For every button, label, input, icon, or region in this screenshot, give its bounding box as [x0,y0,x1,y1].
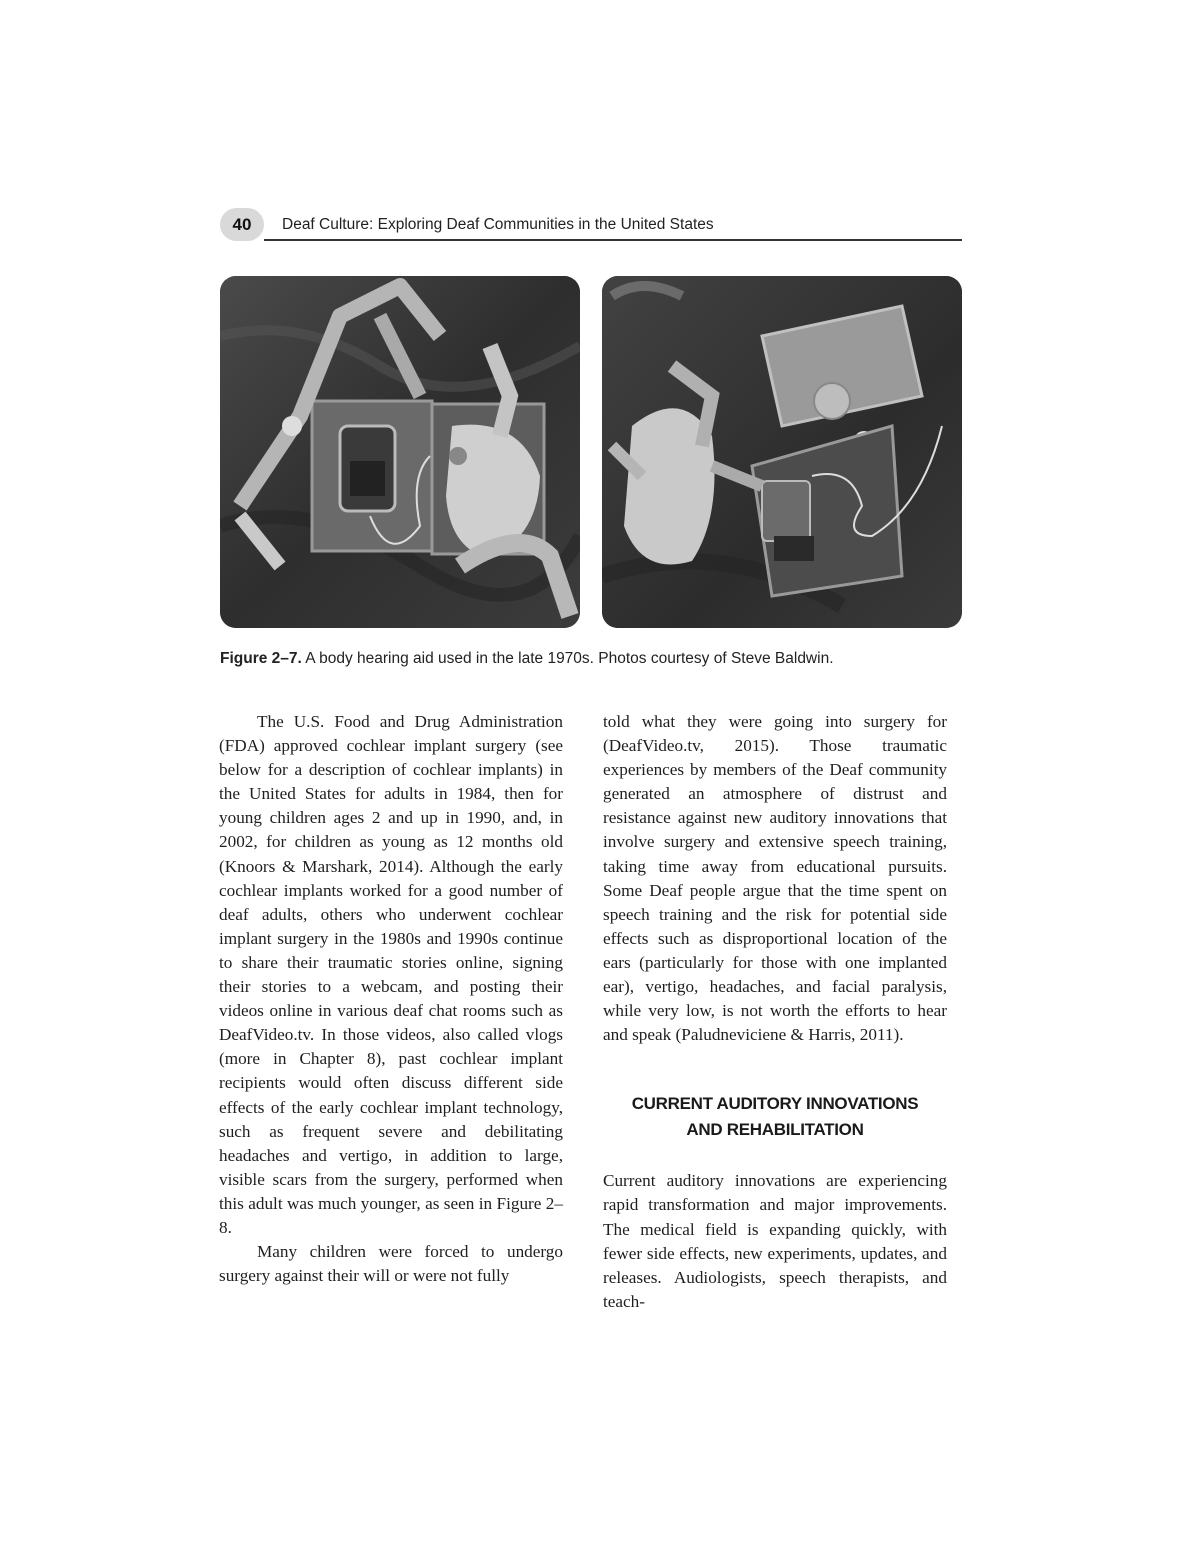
figure-caption-text: A body hearing aid used in the late 1970s. Photos courtesy of Steve Baldwin. [305,650,834,667]
running-head: Deaf Culture: Exploring Deaf Communities in the United States [282,216,714,233]
left-column [219,710,563,1288]
figure-photo-left [220,276,580,628]
section-heading-line: AND REHABILITATION [686,1120,864,1140]
section-heading-line: CURRENT AUDITORY INNOVATIONS [631,1094,919,1114]
header-rule [264,239,962,241]
paragraph: Current auditory innovations are experiencing rapid transformation and major improvements. The medical field is expanding quickly, with fewer side effects, new experiments, updates, and releases. Audiologists, speech therapists, and teach- [603,1171,947,1311]
page-number: 40 [220,208,264,241]
paragraph: told what they were going into surgery for (DeafVideo.tv, 2015). Those traumatic experiences by members of the Deaf community generated an atmosphere of distrust and resistance against new auditory innovations that involve surgery and extensive speech training, taking time away from educational pursuits. Some Deaf people argue that the time spent on speech training and the risk for potential side effects such as disproportional location of the ears (particularly for those with one implanted ear), vertigo, headaches, and facial paralysis, while very low, is not worth the efforts to hear and speak (Paludneviciene & Harris, 2011). [603,712,947,1045]
section-heading [603,1091,947,1143]
figure-photo-right [602,276,962,628]
figure-caption [220,650,980,668]
page-header [220,208,962,244]
paragraph: Many children were forced to undergo surgery against their will or were not fully [219,1242,563,1286]
figure-label: Figure 2–7. [220,650,302,667]
paragraph: The U.S. Food and Drug Administration (FDA) approved cochlear implant surgery (see below for a description of cochlear implants) in the United States for adults in 1984, then for young children ages 2 and up in 1990, and, in 2002, for children as young as 12 months old (Knoors & Marshark, 2014). Although the early cochlear implants worked for a good number of deaf adults, others who underwent cochlear implant surgery in the 1980s and 1990s continue to share their traumatic stories online, signing their stories to a webcam, and posting their videos online in various deaf chat rooms such as DeafVideo.tv. In those videos, also called vlogs (more in Chapter 8), past cochlear implant recipients would often discuss different side effects of the early cochlear implant technology, such as frequent severe and debilitating headaches and vertigo, in addition to large, visible scars from the surgery, performed when this adult was much younger, as seen in Figure 2–8. [219,712,563,1237]
right-column [603,710,947,1314]
